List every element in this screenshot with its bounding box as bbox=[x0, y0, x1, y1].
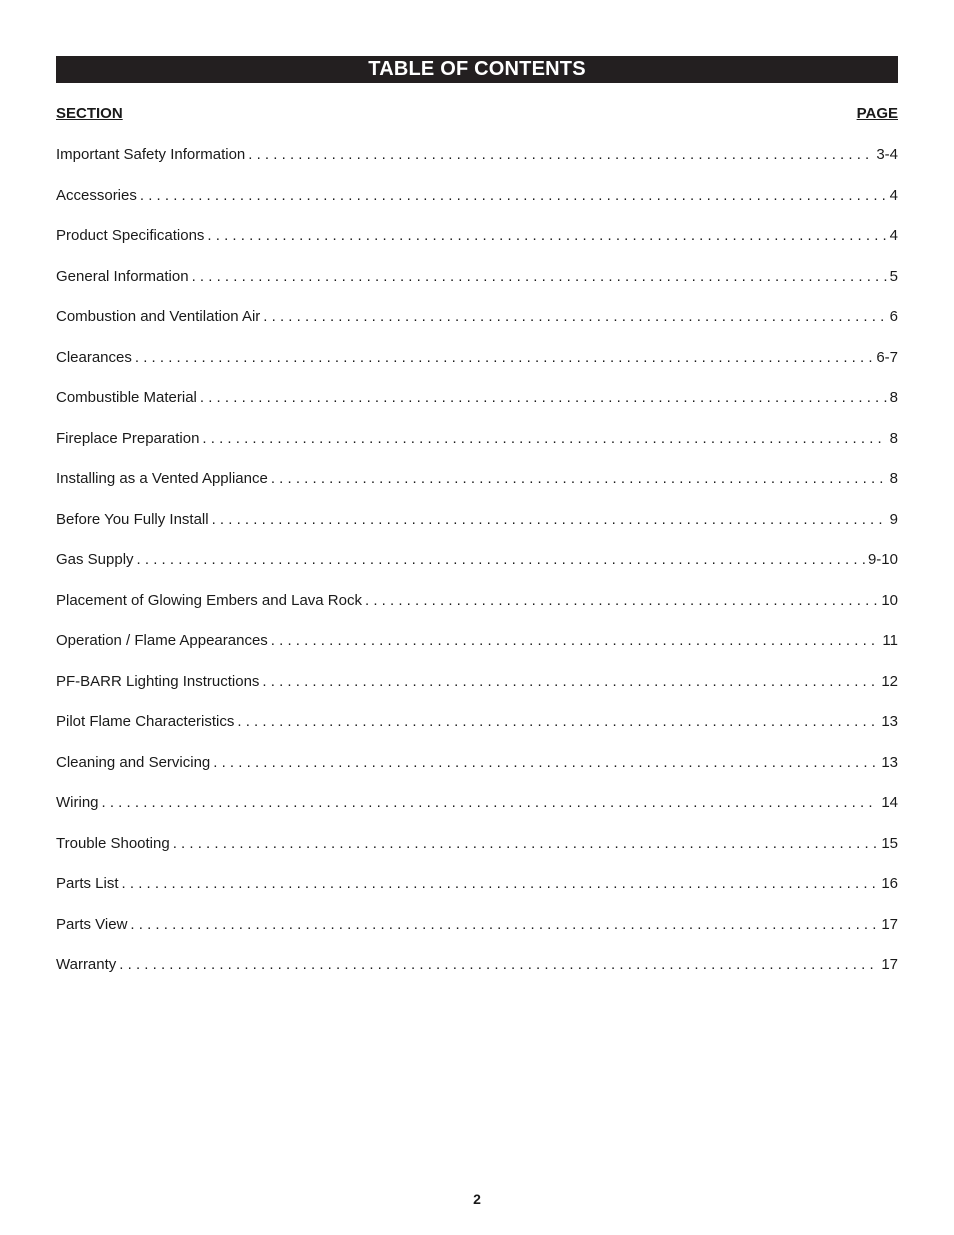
toc-entry[interactable] bbox=[56, 349, 898, 390]
toc-entry-title: Combustion and Ventilation Air bbox=[56, 308, 261, 325]
dot-leader bbox=[119, 956, 878, 973]
toc-entry[interactable] bbox=[56, 956, 898, 997]
toc-entry[interactable] bbox=[56, 754, 898, 795]
toc-entry[interactable] bbox=[56, 875, 898, 916]
dot-leader bbox=[248, 146, 873, 163]
toc-entry-title: Combustible Material bbox=[56, 389, 197, 406]
dot-leader bbox=[173, 835, 879, 852]
toc-entry-page: 12 bbox=[881, 672, 898, 690]
toc-entry-title: Pilot Flame Characteristics bbox=[56, 713, 235, 730]
toc-entry-page: 15 bbox=[881, 834, 898, 852]
toc-entry[interactable] bbox=[56, 268, 898, 309]
dot-leader bbox=[202, 430, 886, 447]
toc-entry-page: 9-10 bbox=[867, 551, 898, 568]
toc-entry[interactable] bbox=[56, 794, 898, 835]
toc-entry-page: 6-7 bbox=[876, 348, 898, 366]
toc-entry-title: Operation / Flame Appearances bbox=[56, 632, 268, 649]
toc-entry-page: 6 bbox=[889, 308, 898, 325]
toc-entry[interactable] bbox=[56, 146, 898, 187]
toc-list bbox=[56, 146, 898, 997]
toc-entry-title: Important Safety Information bbox=[56, 146, 246, 163]
toc-entry[interactable] bbox=[56, 389, 898, 430]
toc-entry-title: Trouble Shooting bbox=[56, 834, 170, 852]
toc-entry-title: Installing as a Vented Appliance bbox=[56, 470, 268, 487]
page-title: TABLE OF CONTENTS bbox=[56, 56, 898, 83]
dot-leader bbox=[365, 592, 878, 609]
toc-entry[interactable] bbox=[56, 713, 898, 754]
dot-leader bbox=[135, 349, 873, 366]
toc-entry-title: Placement of Glowing Embers and Lava Rock bbox=[56, 591, 362, 609]
toc-entry-page: 5 bbox=[889, 267, 898, 285]
dot-leader bbox=[192, 268, 887, 285]
toc-entry-page: 16 bbox=[881, 875, 898, 892]
page-header: PAGE bbox=[856, 105, 898, 122]
toc-entry-page: 11 bbox=[882, 632, 898, 649]
toc-entry-title: PF-BARR Lighting Instructions bbox=[56, 672, 260, 690]
dot-leader bbox=[122, 875, 879, 892]
toc-entry-page: 8 bbox=[889, 389, 898, 406]
toc-entry-title: Parts List bbox=[56, 875, 119, 892]
dot-leader bbox=[237, 713, 878, 730]
toc-entry-title: Before You Fully Install bbox=[56, 510, 209, 528]
toc-entry-title: Cleaning and Servicing bbox=[56, 753, 211, 771]
toc-entry[interactable] bbox=[56, 187, 898, 228]
toc-entry-title: Accessories bbox=[56, 186, 137, 204]
toc-entry-page: 9 bbox=[889, 510, 898, 528]
toc-entry-page: 8 bbox=[889, 470, 898, 487]
toc-entry-page: 13 bbox=[881, 753, 898, 771]
toc-entry[interactable] bbox=[56, 632, 898, 673]
toc-entry[interactable] bbox=[56, 511, 898, 552]
page-number: 2 bbox=[473, 1191, 481, 1207]
dot-leader bbox=[207, 227, 886, 244]
dot-leader bbox=[262, 673, 878, 690]
dot-leader bbox=[140, 187, 887, 204]
toc-entry-title: General Information bbox=[56, 267, 189, 285]
toc-entry[interactable] bbox=[56, 835, 898, 876]
toc-entry-title: Warranty bbox=[56, 956, 117, 973]
toc-entry[interactable] bbox=[56, 227, 898, 268]
toc-entry-title: Parts View bbox=[56, 915, 128, 933]
dot-leader bbox=[102, 794, 879, 811]
toc-entry[interactable] bbox=[56, 308, 898, 349]
toc-entry-page: 10 bbox=[881, 591, 898, 609]
toc-entry-title: Product Specifications bbox=[56, 227, 205, 244]
toc-entry-page: 17 bbox=[881, 915, 898, 933]
toc-entry[interactable] bbox=[56, 916, 898, 957]
toc-entry[interactable] bbox=[56, 673, 898, 714]
toc-entry[interactable] bbox=[56, 430, 898, 471]
toc-entry-page: 3-4 bbox=[876, 146, 898, 163]
column-headers bbox=[56, 105, 898, 125]
toc-entry[interactable] bbox=[56, 470, 898, 511]
toc-entry-page: 8 bbox=[889, 429, 898, 447]
toc-entry-title: Gas Supply bbox=[56, 551, 134, 568]
section-header: SECTION bbox=[56, 105, 123, 122]
dot-leader bbox=[137, 551, 865, 568]
toc-entry-page: 4 bbox=[889, 186, 898, 204]
dot-leader bbox=[200, 389, 887, 406]
toc-entry[interactable] bbox=[56, 592, 898, 633]
toc-entry-page: 14 bbox=[881, 794, 898, 811]
toc-entry[interactable] bbox=[56, 551, 898, 592]
toc-entry-title: Clearances bbox=[56, 348, 132, 366]
toc-entry-page: 4 bbox=[889, 227, 898, 244]
dot-leader bbox=[212, 511, 887, 528]
toc-entry-title: Wiring bbox=[56, 794, 99, 811]
dot-leader bbox=[130, 916, 878, 933]
dot-leader bbox=[213, 754, 878, 771]
dot-leader bbox=[271, 632, 880, 649]
toc-entry-page: 13 bbox=[881, 713, 898, 730]
dot-leader bbox=[263, 308, 886, 325]
dot-leader bbox=[271, 470, 887, 487]
toc-entry-page: 17 bbox=[881, 956, 898, 973]
toc-entry-title: Fireplace Preparation bbox=[56, 429, 200, 447]
